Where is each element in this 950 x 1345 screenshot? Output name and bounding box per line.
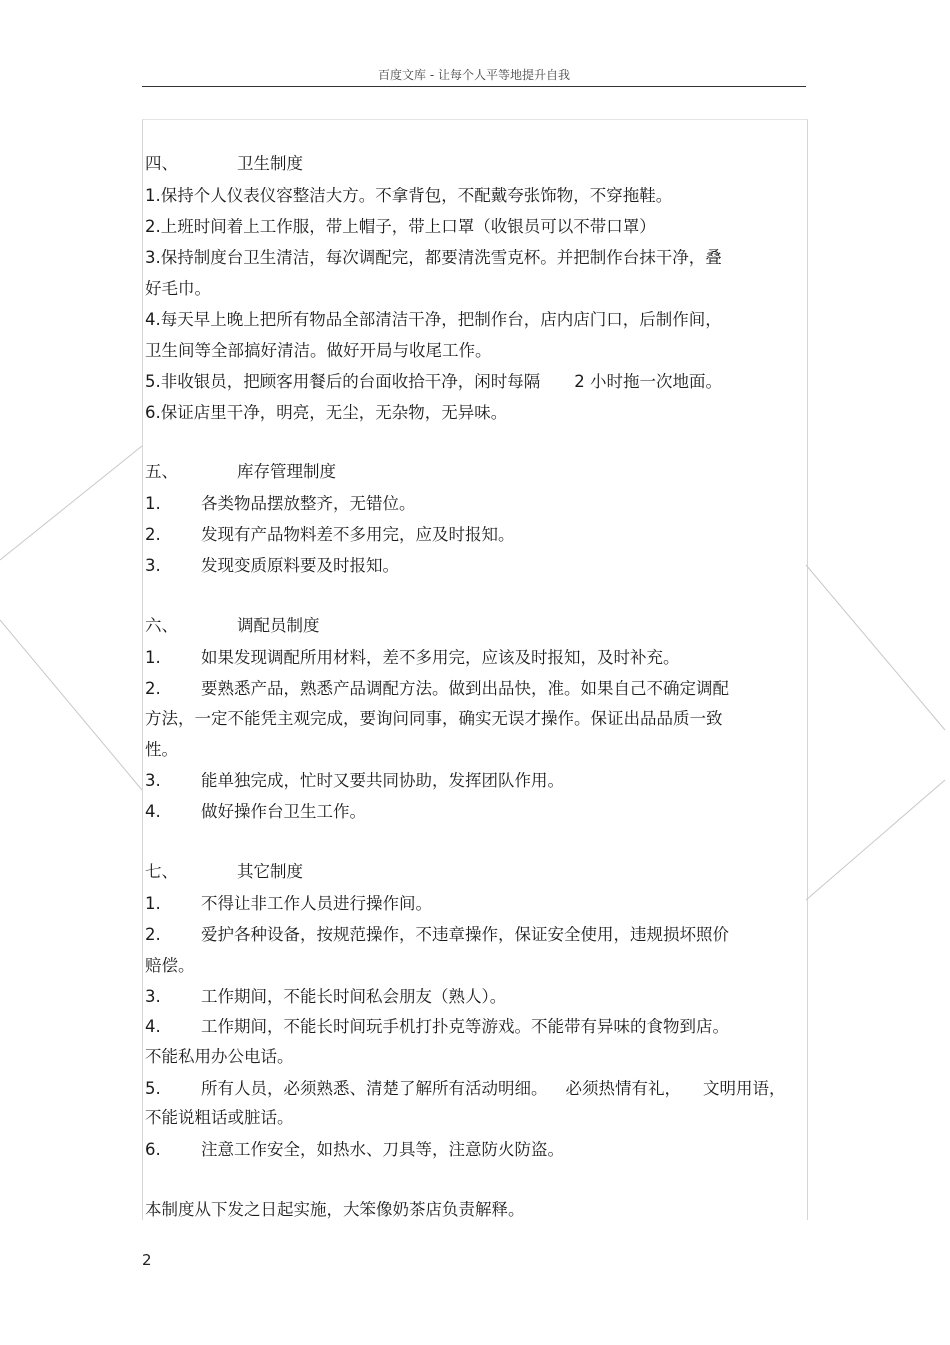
section-4-heading: 四、 卫生制度: [145, 154, 303, 173]
list-item: 4. 工作期间，不能长时间玩手机打扑克等游戏。不能带有异味的食物到店。: [145, 1017, 729, 1036]
list-item-cont: 卫生间等全部搞好清洁。做好开局与收尾工作。: [145, 341, 492, 360]
list-item: 2. 发现有产品物料差不多用完，应及时报知。: [145, 525, 515, 544]
list-item-cont: 不能说粗话或脏话。: [145, 1108, 294, 1127]
list-item: 4. 做好操作台卫生工作。: [145, 802, 366, 821]
list-item: 3. 能单独完成，忙时又要共同协助，发挥团队作用。: [145, 771, 564, 790]
list-item: 2. 爱护各种设备，按规范操作，不违章操作，保证安全使用，违规损坏照价: [145, 925, 729, 944]
closing-statement: 本制度从下发之日起实施，大笨像奶茶店负责解释。: [145, 1200, 525, 1219]
list-item: 3.保持制度台卫生清洁，每次调配完，都要清洗雪克杯。并把制作台抹干净，叠: [145, 248, 722, 267]
list-item: 6.保证店里干净，明亮，无尘，无杂物，无异味。: [145, 403, 508, 422]
list-item: 2.上班时间着上工作服，带上帽子，带上口罩（收银员可以不带口罩）: [145, 217, 656, 236]
section-7-heading: 七、 其它制度: [145, 862, 303, 881]
section-6-heading: 六、 调配员制度: [145, 616, 320, 635]
list-item-cont: 性。: [145, 740, 178, 759]
list-item: 3. 工作期间，不能长时间私会朋友（熟人）。: [145, 987, 507, 1006]
page-number: 2: [142, 1251, 152, 1269]
list-item: 5.非收银员，把顾客用餐后的台面收拾干净，闲时每隔 2 小时拖一次地面。: [145, 372, 722, 391]
list-item: 3. 发现变质原料要及时报知。: [145, 556, 399, 575]
list-item-cont: 赔偿。: [145, 956, 195, 975]
list-item-cont: 方法，一定不能凭主观完成，要询问同事，确实无误才操作。保证出品品质一致: [145, 709, 723, 728]
watermark-line: [806, 780, 945, 900]
list-item: 1. 不得让非工作人员进行操作间。: [145, 894, 432, 913]
page-header: 百度文库 - 让每个人平等地提升自我: [378, 68, 570, 82]
list-item: 5. 所有人员，必须熟悉、清楚了解所有活动明细。 必须热情有礼， 文明用语，: [145, 1079, 786, 1098]
list-item: 4.每天早上晚上把所有物品全部清洁干净，把制作台，店内店门口，后制作间，: [145, 310, 722, 329]
list-item: 1. 各类物品摆放整齐，无错位。: [145, 494, 416, 513]
watermark-line: [806, 565, 945, 730]
list-item-cont: 不能私用办公电话。: [145, 1047, 294, 1066]
list-item-cont: 好毛巾。: [145, 279, 211, 298]
list-item: 1.保持个人仪表仪容整洁大方。不拿背包，不配戴夸张饰物，不穿拖鞋。: [145, 186, 673, 205]
list-item: 6. 注意工作安全，如热水、刀具等，注意防火防盗。: [145, 1140, 564, 1159]
watermark-line: [0, 446, 142, 560]
list-item: 1. 如果发现调配所用材料，差不多用完，应该及时报知，及时补充。: [145, 648, 680, 667]
watermark-line: [0, 620, 142, 790]
section-5-heading: 五、 库存管理制度: [145, 462, 336, 481]
list-item: 2. 要熟悉产品，熟悉产品调配方法。做到出品快，准。如果自己不确定调配: [145, 679, 729, 698]
